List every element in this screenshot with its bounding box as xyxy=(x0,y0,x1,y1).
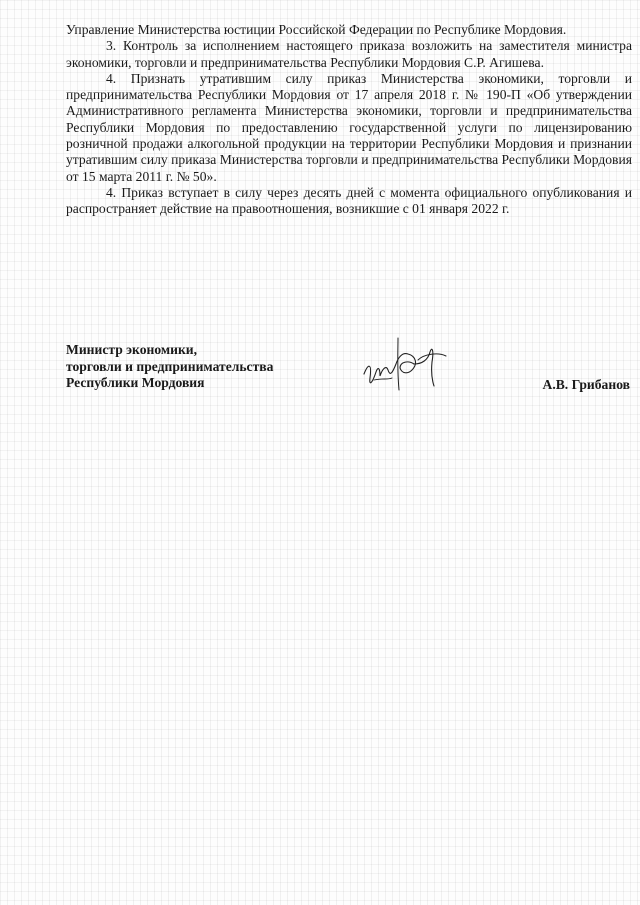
signatory-title-line: Республики Мордовия xyxy=(66,375,205,390)
signature-block xyxy=(66,342,632,402)
document-body xyxy=(66,22,632,218)
signatory-title-line: торговли и предпринимательства xyxy=(66,358,274,374)
signatory-title xyxy=(66,342,273,392)
signatory-name: А.В. Грибанов xyxy=(542,377,630,392)
handwritten-signature xyxy=(358,334,450,396)
paragraph-item-4: 4. Признать утратившим силу приказ Министерства экономики, торговли и предпринимательства Республики Мордовия от 17 апреля 2018 г. № 190-П «Об утверждении Административного регламента Министерства экономики, торговли и предпринимательства Республики Мордовия по предоставлению государственной услуги по лицензированию розничной продажи алкогольной продукции на территории Республики Мордовия и признании утратившим силу приказа Министерства торговли и предпринимательства Республики Мордовия от 15 марта 2011 г. № 50». xyxy=(66,70,632,184)
paragraph-item-4-effective: 4. Приказ вступает в силу через десять дней с момента официального опубликования и распространяет действие на правоотношения, возникшие с 01 января 2022 г. xyxy=(66,184,632,217)
paragraph-continuation: Управление Министерства юстиции Российской Федерации по Республике Мордовия. xyxy=(66,22,567,37)
paragraph-item-3: 3. Контроль за исполнением настоящего приказа возложить на заместителя министра экономики, торговли и предпринимательства Республики Мордовия С.Р. Агишева. xyxy=(66,38,632,70)
signatory-title-line: Министр экономики, xyxy=(66,342,198,357)
